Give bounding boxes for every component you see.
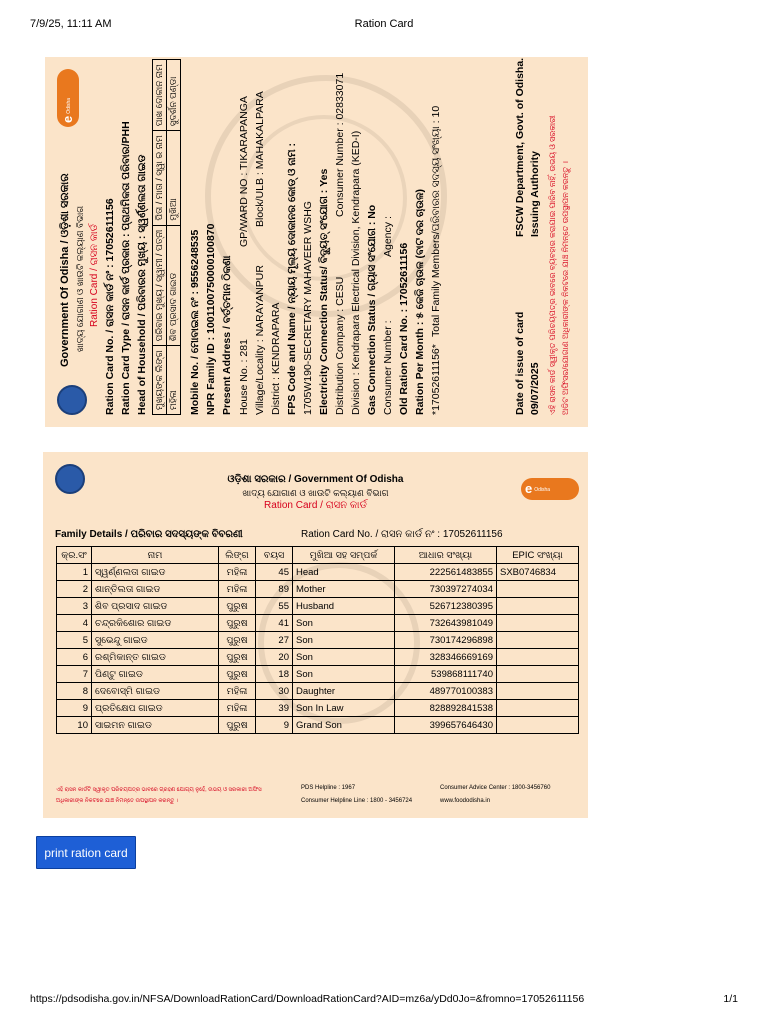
table-cell: ଦେବୋସ୍ମି ଗାଇଡ [92,683,219,700]
table-row [57,615,579,632]
e-odisha-logo-icon: e Odisha [521,478,579,500]
family-table [56,546,579,734]
table-cell: 526712380395 [395,598,497,615]
consumer-number-cesu: Consumer Number : 02833071 [334,72,346,217]
table-cell: Son [293,632,395,649]
table-cell: Son In Law [293,700,395,717]
table-cell: Son [293,615,395,632]
table-cell: ଶିବ ପ୍ରସାଦ ଗାଇଡ [92,598,219,615]
table-cell [497,615,579,632]
odisha-seal-icon [57,385,87,415]
table-cell: 730174296898 [395,632,497,649]
table-cell: 489770100383 [395,683,497,700]
table-cell: ରଶ୍ମିକାନ୍ତ ଗାଇଡ [92,649,219,666]
col-name: ନାମ [92,547,219,564]
barcode: *17052611156* [430,344,442,415]
table-cell: 45 [256,564,293,581]
npr-family-id: NPR Family ID : 1001100750000100870 [205,223,217,415]
table-row [57,717,579,734]
table-cell: 1 [57,564,92,581]
old-ration-card: Old Ration Card No. : 17052611156 [398,242,410,415]
table-cell: 2 [57,581,92,598]
division: Division : Kendrapara Electrical Division, Kendrapara (KED-I) [350,130,362,415]
village: Village/Locality : NARAYANPUR [254,265,266,415]
table-cell: ମହିଳା [219,683,256,700]
rotated-content [45,57,588,427]
col-serial: କ୍ର.ସଂ [57,547,92,564]
page-url: https://pdsodisha.gov.in/NFSA/DownloadRationCard/DownloadRationCard?AID=mz6a/yDd0Jo=&fromno=17052611156 [30,993,585,1005]
date-issue: 09/07/2025 [529,362,541,415]
head-info-table [152,59,181,415]
mini-cell: ପାଖ ଦୋକାନ ନାମ [153,60,167,131]
table-cell: 20 [256,649,293,666]
col-relation: ମୁଖିଆ ସହ ସମ୍ପର୍କ [293,547,395,564]
col-gender: ଲିଙ୍ଗ [219,547,256,564]
mini-cell: ପିତା / ମାତା / ସ୍ୱା ର ନାମ [153,131,167,225]
front-note-2: ଅଡିଟ ଅଫିସର/ଯୋଗାଣ ଅଧିକାରୀଙ୍କ ନିକଟରେ ଯାଞ୍ଚ ନିମନ୍ତେ ଉପସ୍ଥାପନ କରନ୍ତୁ । [561,161,570,415]
table-cell: ସୁଭେନ୍ଦୁ ଗାଇଡ [92,632,219,649]
ration-card-no: Ration Card No. / ରାସନ କାର୍ଡ ନଂ : 17052611156 [104,198,116,415]
col-aadhaar: ଆଧାର ସଂଖ୍ୟା [395,547,497,564]
mini-cell: ମୁଖ୍ୟଙ୍କ ଲିଙ୍ଗ [153,346,167,415]
agency: Agency : [382,216,394,257]
table-cell: 55 [256,598,293,615]
ration-per-month: Ration Per Month : ୫ କେଜି ଚାଉଳ (ବାଟ ଦର ଚାଉଳ) [414,188,426,415]
table-cell: ପୁରୁଷ [219,666,256,683]
back-note-2: ଅଧିକାରୀଙ୍କ ନିକଟରେ ଯାଞ୍ଚ ନିମନ୍ତେ ଉପସ୍ଥାପନ କରନ୍ତୁ । [56,798,179,804]
table-cell: Son [293,649,395,666]
table-cell: ଚନ୍ଦ୍ରକିଶୋର ଗାଇଡ [92,615,219,632]
ration-card-back [43,452,588,818]
col-epic: EPIC ସଂଖ୍ୟା [497,547,579,564]
gov-title: Government Of Odisha / ଓଡ଼ିଶା ସରକାର [59,173,71,367]
mini-cell: ଶିବ ପ୍ରସାଦ ଗାଇଡ [167,225,181,346]
table-cell [497,700,579,717]
card-title: Ration Card / ରାସନ କାର୍ଡ [89,224,100,327]
gas-status: Gas Connection Status / ଗ୍ୟାସ ସଂଯୋଗ : No [366,204,378,415]
fps-value: 1705W190-SECRETARY MAHAVEER WSHG [302,201,314,415]
table-cell: ମହିଳା [219,581,256,598]
table-row [57,564,579,581]
table-cell: ପୁରୁଷ [219,615,256,632]
col-age: ବୟସ [256,547,293,564]
mini-cell: ମହିଳା [167,346,181,415]
consumer-number: Consumer Number : [382,320,394,415]
table-cell: ପୁରୁଷ [219,717,256,734]
table-row [57,700,579,717]
table-cell: Head [293,564,395,581]
table-cell [497,598,579,615]
print-datetime: 7/9/25, 11:11 AM [30,18,112,30]
table-cell: ପ୍ରତିକ୍ଷେପ ଗାଇଡ [92,700,219,717]
table-row [57,632,579,649]
table-cell: ସାଇମନ ଗାଇଡ [92,717,219,734]
table-cell: 18 [256,666,293,683]
table-cell: 89 [256,581,293,598]
table-cell [497,717,579,734]
table-cell: 222561483855 [395,564,497,581]
ration-card-front [45,57,588,427]
print-ration-card-button[interactable]: print ration card [36,836,136,869]
table-cell: ପୁରୁଷ [219,649,256,666]
table-cell: ପିଣ୍ଟୁ ଗାଇଡ [92,666,219,683]
family-members-count: Total Family Members/ପରିବାରର ସଦସ୍ୟ ସଂଖ୍ୟା : 10 [430,105,442,337]
table-row [57,683,579,700]
table-cell: Son [293,666,395,683]
consumer-helpline: Consumer Helpline Line : 1800 - 3456724 [301,798,413,804]
page-number: 1/1 [723,993,738,1005]
back-note-1: ଏହି ରାସନ କାର୍ଡଟି ସ୍ୱୀକୃତ ପରିଚୟପତ୍ର ଭାବରେ ଗ୍ରହଣ ଯୋଗ୍ୟ ନୁହେଁ, ଉଭୟ ଓ ସରକାରୀ ଅଫିସ [56,787,262,793]
district: District : KENDRAPARA [270,302,282,415]
table-row [57,598,579,615]
table-cell: ମହିଳା [219,564,256,581]
distribution-company: Distribution Company : CESU [334,276,346,415]
fps-label: FPS Code and Name / ନ୍ୟାୟ ମୂଲ୍ୟ ଦୋକାନର କୋଡ୍ ଓ ନାମ : [286,143,298,415]
table-row [57,666,579,683]
table-cell: 39 [256,700,293,717]
table-cell: 10 [57,717,92,734]
table-cell [497,581,579,598]
dept-title: ଖାଦ୍ୟ ଯୋଗାଣ ଓ ଖାଉଟି କଲ୍ୟାଣ ବିଭାଗ [75,205,85,352]
table-cell: 4 [57,615,92,632]
table-cell: ଶାନ୍ତିଲତା ଗାଇଡ [92,581,219,598]
table-cell: ପୁରୁଷ [219,598,256,615]
table-cell: Daughter [293,683,395,700]
table-cell: SXB0746834 [497,564,579,581]
table-cell [497,649,579,666]
table-row [57,649,579,666]
date-issue-label: Date of issue of card [514,311,526,415]
table-cell: ମହିଳା [219,700,256,717]
consumer-advice: Consumer Advice Center : 1800-3456760 [440,785,551,791]
house-no: House No. : 281 [238,339,250,415]
table-cell: 27 [256,632,293,649]
table-cell: 9 [57,700,92,717]
print-title: Ration Card [354,18,414,30]
back-title-1: ଓଡ଼ିଶା ସରକାର / Government Of Odisha [227,474,404,485]
front-note-1: ଏହି ରାସନ କାର୍ଡ ସ୍ୱୀକୃତ ପରିଚୟପତ୍ର ଭାବରେ ବ୍ୟବହାର କରାଯାଇ ପାରିବ ନାହିଁ, ଉଭୟ ଓ ସରକାରୀ [548,115,557,415]
back-title-2: ଖାଦ୍ୟ ଯୋଗାଣ ଓ ଖାଉଟି କଲ୍ୟାଣ ବିଭାଗ [242,488,389,498]
mobile-number: Mobile No. / ମୋବାଇଲ ନଂ : 9556248535 [189,229,201,415]
table-cell: 732643981049 [395,615,497,632]
table-cell: 328346669169 [395,649,497,666]
table-cell: Husband [293,598,395,615]
table-cell: 399657646430 [395,717,497,734]
issuing-authority: Issuing Authority [529,151,541,237]
issuing-department: FSCW Department, Govt. of Odisha. [514,57,526,237]
table-row [57,581,579,598]
electricity-status: Electricity Connection Status/ ବିଦ୍ୟୁତ୍ ସଂଯୋଗ : Yes [318,168,330,415]
table-cell: 41 [256,615,293,632]
table-cell [497,666,579,683]
table-cell: 828892841538 [395,700,497,717]
block: Block/ULB : MAHAKALPARA [254,91,266,227]
table-cell: 6 [57,649,92,666]
table-cell: 8 [57,683,92,700]
pds-helpline: PDS Helpline : 1967 [301,785,356,791]
back-title-3: Ration Card / ରାସନ କାର୍ଡ [264,500,367,511]
table-cell: 5 [57,632,92,649]
head-of-household: Head of Household / ପରିବାରର ମୁଖ୍ୟ : ସ୍ୱର୍ଣ୍ଣଲତା ଗାଇଡ [136,154,148,415]
table-cell: 7 [57,666,92,683]
table-cell: 539868111740 [395,666,497,683]
table-cell: 30 [256,683,293,700]
e-odisha-logo-icon: eOdisha [57,69,79,127]
table-cell: ସ୍ୱର୍ଣ୍ଣଲତା ଗାଇଡ [92,564,219,581]
website: www.foododisha.in [440,798,491,804]
mini-cell: ସୁଦର୍ଶନ ପଣ୍ଡା [167,60,181,131]
table-cell: 730397274034 [395,581,497,598]
ration-card-type: Ration Card Type / ରାସନ କାର୍ଡ ପ୍ରକାର : ପ୍ରାଥମିକତା ପରିବାର/PHH [120,121,132,415]
table-cell: Grand Son [293,717,395,734]
table-cell: ପୁରୁଷ [219,632,256,649]
table-cell: Mother [293,581,395,598]
family-details-label: Family Details / ପରିବାର ସଦସ୍ୟଙ୍କ ବିବରଣୀ [55,529,243,540]
table-cell: 3 [57,598,92,615]
mini-cell: ମୁଖିଆ [167,131,181,225]
table-cell [497,632,579,649]
present-address-label: Present Address / ବର୍ତ୍ତମାନ ଠିକଣା [221,255,233,415]
back-ration-card-no: Ration Card No. / ରାସନ କାର୍ଡ ନଂ : 17052611156 [301,529,503,540]
table-cell [497,683,579,700]
table-cell: 9 [256,717,293,734]
mini-cell: ପରିବାର ମୁଖ୍ୟ / ସ୍ୱାମୀ / ପତ୍ନୀ [153,225,167,346]
gp-ward: GP/WARD NO : TIKARAPANGA [238,96,250,247]
